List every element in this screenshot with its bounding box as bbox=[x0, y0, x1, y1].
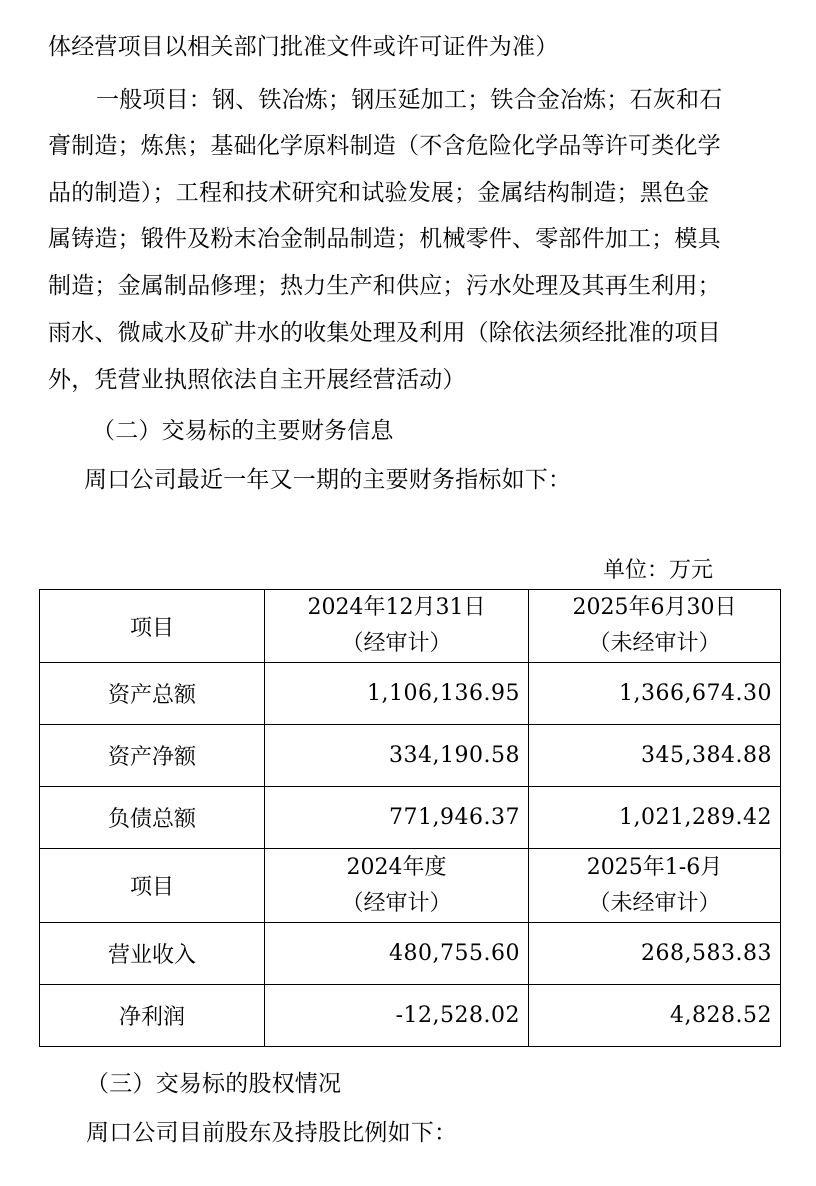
header-period: 2025年1-6月 bbox=[586, 854, 723, 880]
value-cell: 345,384.88 bbox=[529, 725, 781, 787]
row-label: 资产净额 bbox=[40, 725, 265, 787]
table-row bbox=[40, 663, 781, 725]
header-period-cell bbox=[265, 849, 529, 923]
row-label: 资产总额 bbox=[40, 663, 265, 725]
table-row bbox=[40, 725, 781, 787]
row-label: 净利润 bbox=[40, 985, 265, 1047]
header-date: 2025年6月30日 bbox=[572, 595, 737, 620]
financial-table bbox=[39, 589, 781, 1047]
header-period-cell bbox=[529, 849, 781, 923]
value-cell: 268,583.83 bbox=[529, 923, 781, 985]
table-row bbox=[40, 923, 781, 985]
paragraph-line: 周口公司最近一年又一期的主要财务指标如下： bbox=[84, 467, 572, 493]
section-heading: （二）交易标的主要财务信息 bbox=[92, 418, 394, 444]
header-item-cell: 项目 bbox=[40, 849, 265, 923]
table-header-row bbox=[40, 590, 781, 663]
value-cell: 771,946.37 bbox=[265, 787, 529, 849]
paragraph-line: 体经营项目以相关部门批准文件或许可证件为准） bbox=[48, 34, 559, 60]
value-cell: 334,190.58 bbox=[265, 725, 529, 787]
paragraph-line: 属铸造；锻件及粉末冶金制品制造；机械零件、零部件加工；模具 bbox=[48, 226, 721, 252]
header-note: （经审计） bbox=[341, 631, 452, 656]
row-label: 营业收入 bbox=[40, 923, 265, 985]
paragraph-line: 品的制造）；工程和技术研究和试验发展；金属结构制造；黑色金 bbox=[48, 180, 710, 206]
paragraph-line: 外，凭营业执照依法自主开展经营活动） bbox=[48, 367, 466, 393]
paragraph-line: 膏制造；炼焦；基础化学原料制造（不含危险化学品等许可类化学 bbox=[48, 133, 721, 159]
table-row bbox=[40, 787, 781, 849]
header-item-cell: 项目 bbox=[40, 590, 265, 663]
value-cell: -12,528.02 bbox=[265, 985, 529, 1047]
value-cell: 1,366,674.30 bbox=[529, 663, 781, 725]
paragraph-line: 周口公司目前股东及持股比例如下： bbox=[86, 1120, 458, 1146]
header-period: 2024年度 bbox=[346, 854, 447, 880]
header-date-cell bbox=[265, 590, 529, 663]
paragraph-line: 制造；金属制品修理；热力生产和供应；污水处理及其再生利用； bbox=[48, 273, 721, 299]
value-cell: 1,021,289.42 bbox=[529, 787, 781, 849]
unit-label: 单位：万元 bbox=[603, 558, 714, 583]
table-row bbox=[40, 985, 781, 1047]
section-heading: （三）交易标的股权情况 bbox=[86, 1071, 342, 1097]
row-label: 负债总额 bbox=[40, 787, 265, 849]
value-cell: 480,755.60 bbox=[265, 923, 529, 985]
paragraph-line: 一般项目：钢、铁冶炼；钢压延加工；铁合金冶炼；石灰和石 bbox=[96, 87, 723, 113]
header-date-cell bbox=[529, 590, 781, 663]
header-note: （未经审计） bbox=[588, 631, 721, 656]
header-note: （经审计） bbox=[341, 890, 452, 916]
header-date: 2024年12月31日 bbox=[307, 595, 486, 620]
paragraph-line: 雨水、微咸水及矿井水的收集处理及利用（除依法须经批准的项目 bbox=[48, 320, 721, 346]
value-cell: 1,106,136.95 bbox=[265, 663, 529, 725]
table-header-row bbox=[40, 849, 781, 923]
header-note: （未经审计） bbox=[588, 890, 721, 916]
value-cell: 4,828.52 bbox=[529, 985, 781, 1047]
